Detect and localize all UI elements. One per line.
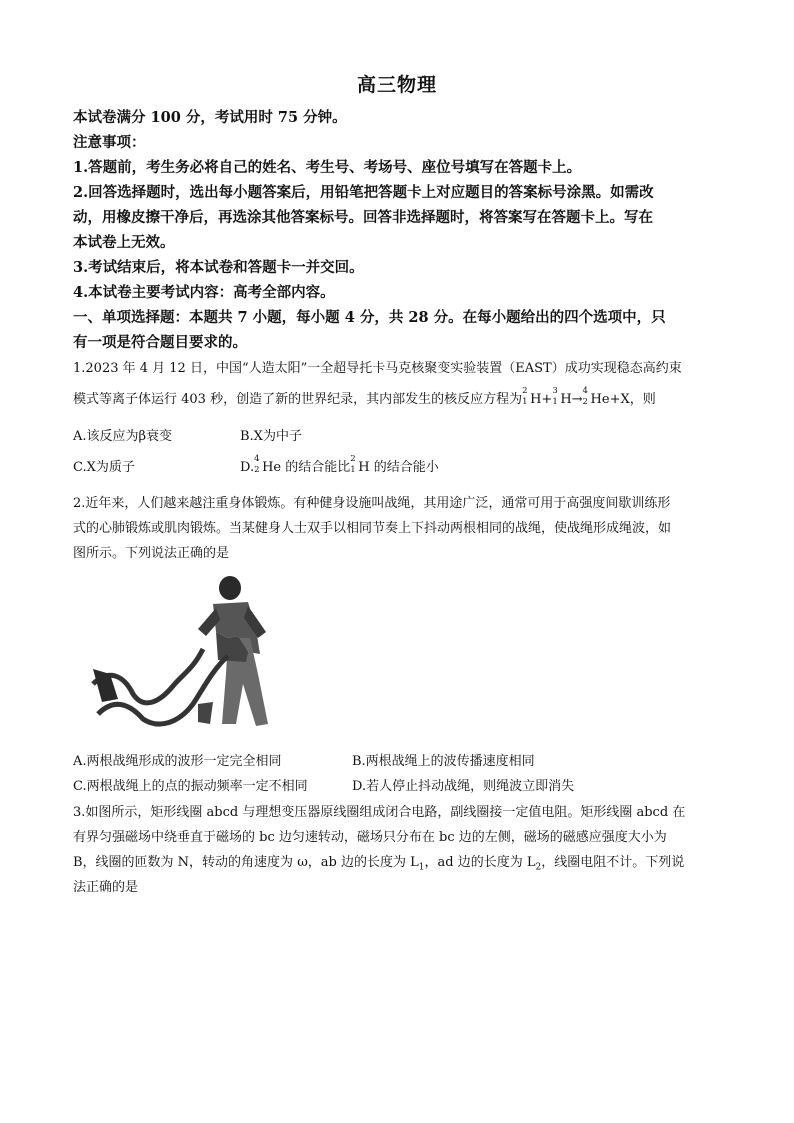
q3-stem-line1: 3.如图所示，矩形线圈 abcd 与理想变压器原线圈组成闭合电路，副线圈接一定值电阻。矩形线圈 abcd 在: [73, 805, 686, 820]
q3-stem-line2: 有界匀强磁场中绕垂直于磁场的 bc 边匀速转动，磁场只分布在 bc 边的左侧，磁场的磁感应强度大小为: [73, 830, 667, 845]
q2-option-b: B.两根战绳上的波传播速度相同: [352, 754, 535, 769]
q1-option-a: A.该反应为β衰变: [73, 429, 173, 444]
battle-rope-figure: [88, 574, 288, 734]
q1-stem-line2: 模式等离子体运行 403 秒，创造了新的世界纪录，其内部发生的核反应方程为 2 1 H+ 3 1 H→ 4 2 He+X，则: [73, 386, 656, 407]
q2-option-a: A.两根战绳形成的波形一定完全相同: [73, 754, 282, 769]
q1-option-c: C.X为质子: [73, 460, 135, 475]
notice-2-line2: 动，用橡皮擦干净后，再选涂其他答案标号。回答非选择题时，将答案写在答题卡上。写在: [73, 209, 653, 226]
notice-3: 3.考试结束后，将本试卷和答题卡一并交回。: [73, 259, 364, 276]
notice-2-line1: 2.回答选择题时，选出每小题答案后，用铅笔把答题卡上对应题目的答案标号涂黑。如需改: [73, 184, 654, 201]
q3-stem-line3: B，线圈的匝数为 N，转动的角速度为 ω，ab 边的长度为 $L_1$，ad 边的长度为 $L_2$，线圈电阻不计。下列说: [73, 855, 685, 873]
q2-option-d: D.若人停止抖动战绳，则绳波立即消失: [352, 779, 575, 794]
q1-stem-line1: 1.2023 年 4 月 12 日，中国“人造太阳”一全超导托卡马克核聚变实验装置（EAST）成功实现稳态高约束: [73, 361, 682, 376]
notice-4: 4.本试卷主要考试内容：高考全部内容。: [73, 284, 335, 301]
q1-stem-text: 模式等离子体运行 403 秒，创造了新的世界纪录，其内部发生的核反应方程为: [73, 392, 523, 407]
q3-stem-line4: 法正确的是: [73, 880, 139, 895]
section-1-line1: 一、单项选择题：本题共 7 小题，每小题 4 分，共 28 分。在每小题给出的四个选项中，只: [73, 309, 666, 326]
score-info: 本试卷满分 100 分，考试用时 75 分钟。: [73, 109, 347, 126]
q2-stem-line2: 式的心肺锻炼或肌肉锻炼。当某健身人士双手以相同节奏上下抖动两根相同的战绳，使战绳形成绳波，如: [73, 521, 672, 536]
page-title: 高三物理: [356, 74, 437, 96]
q2-option-c: C.两根战绳上的点的振动频率一定不相同: [73, 779, 308, 794]
notice-2-line3: 本试卷上无效。: [73, 234, 175, 251]
q2-stem-line1: 2.近年来，人们越来越注重身体锻炼。有种健身设施叫战绳，其用途广泛，通常可用于高强度间歇训练形: [73, 496, 671, 511]
notice-title: 注意事项：: [73, 134, 146, 151]
q1-option-b: B.X为中子: [240, 429, 302, 444]
q2-stem-line3: 图所示。下列说法正确的是: [73, 546, 230, 561]
notice-1: 1.答题前，考生务必将自己的姓名、考生号、考场号、座位号填写在答题卡上。: [73, 159, 582, 176]
nuclide-h3: 3 1: [552, 386, 558, 407]
q1-option-d: D. 4 2 He 的结合能比 2 1 H 的结合能小: [240, 454, 439, 475]
nuclide-h2: 2 1: [522, 386, 528, 407]
section-1-line2: 有一项是符合题目要求的。: [73, 334, 247, 351]
nuclide-he4: 4 2: [582, 386, 588, 407]
